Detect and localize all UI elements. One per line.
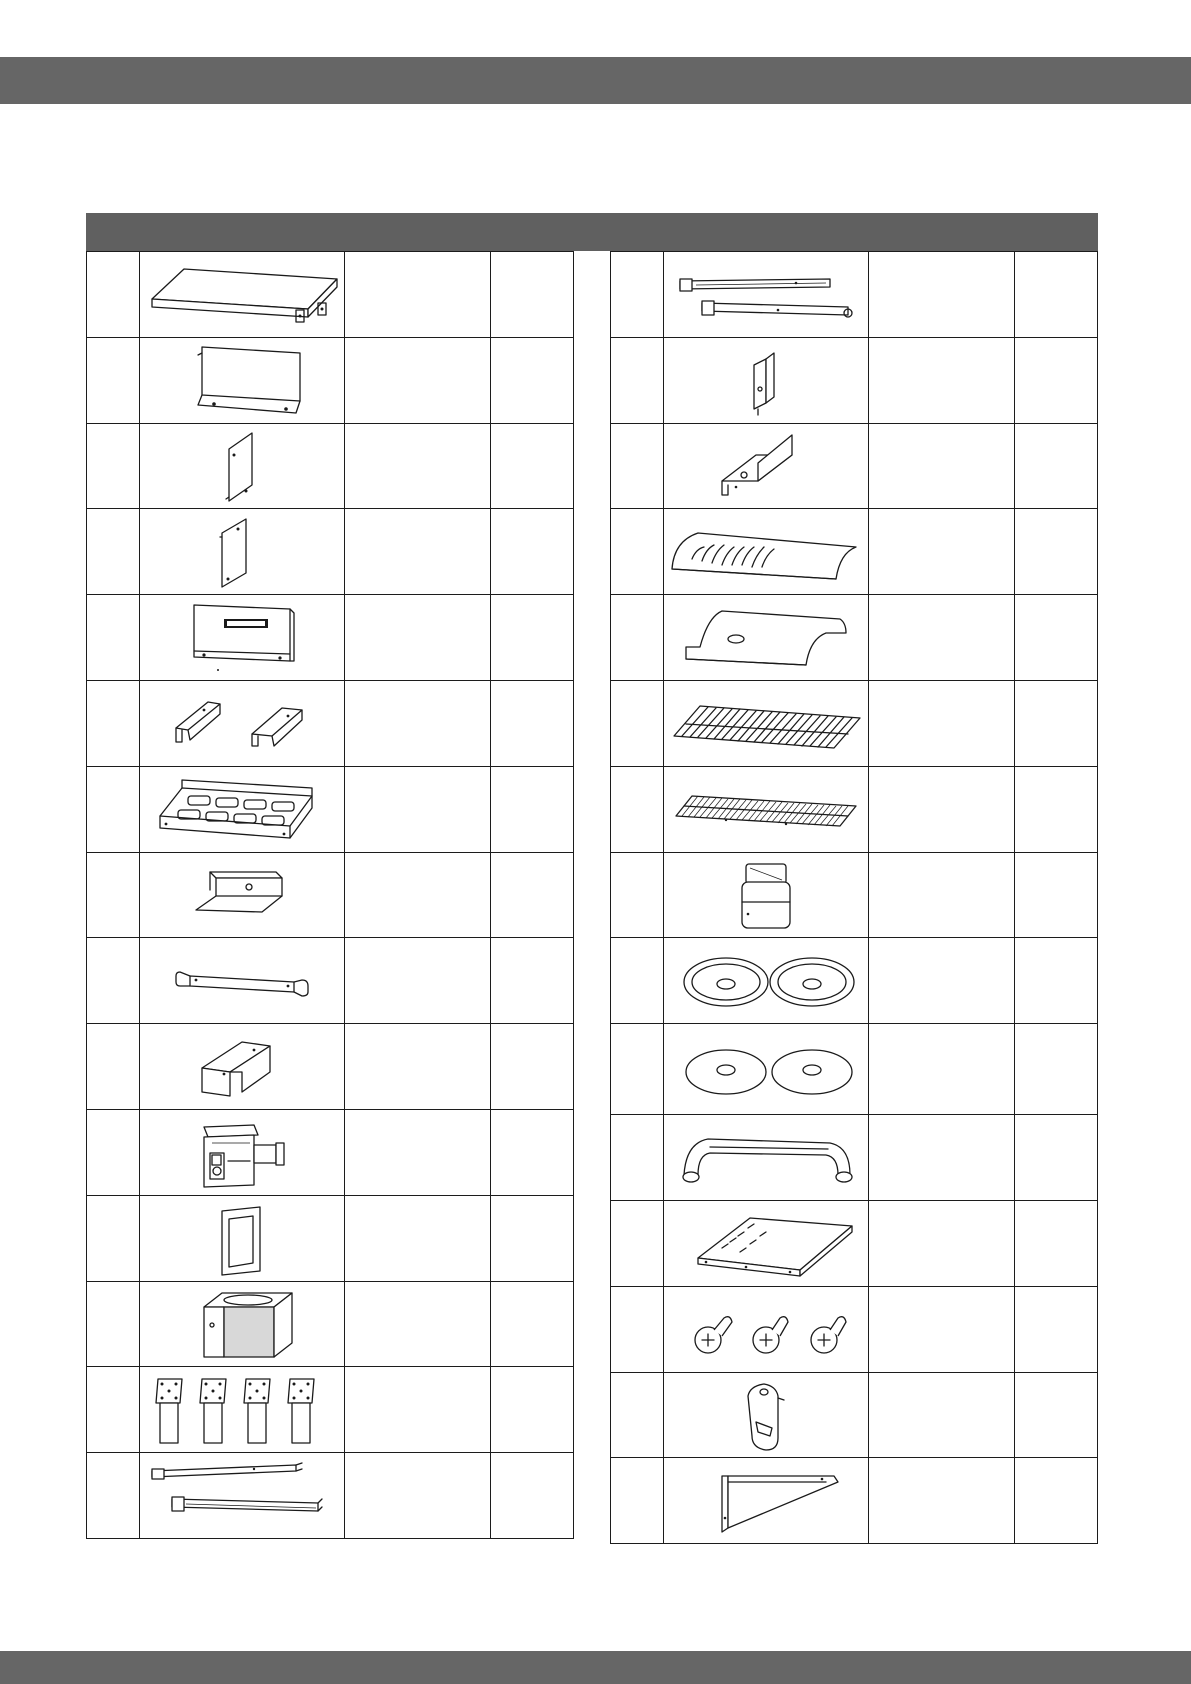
part-quantity-cell <box>1014 1458 1097 1544</box>
table-row <box>611 252 1098 338</box>
part-quantity-cell <box>1014 1372 1097 1458</box>
table-row <box>87 595 574 681</box>
part-number-cell <box>87 423 140 509</box>
part-number-cell <box>87 938 140 1024</box>
part-description-cell <box>344 852 490 938</box>
top-header-band <box>0 57 1191 104</box>
part-number-cell <box>611 1115 664 1201</box>
hinge-bracket-icon <box>666 341 866 419</box>
part-quantity-cell <box>1014 1115 1097 1201</box>
part-image-cell <box>140 509 344 595</box>
controller-assembly-icon <box>142 1113 342 1191</box>
part-image-cell <box>664 766 868 852</box>
part-description-cell <box>868 766 1014 852</box>
table-row <box>611 1286 1098 1372</box>
part-number-cell <box>87 1367 140 1453</box>
part-description-cell <box>868 1458 1014 1544</box>
leg-tube-pair-icon <box>666 255 866 333</box>
part-description-cell <box>868 337 1014 423</box>
part-quantity-cell <box>1014 423 1097 509</box>
part-quantity-cell <box>490 509 573 595</box>
table-row <box>87 423 574 509</box>
part-description-cell <box>344 337 490 423</box>
table-row <box>611 852 1098 938</box>
front-shelf-icon <box>666 1204 866 1282</box>
part-description-cell <box>868 1372 1014 1458</box>
part-description-cell <box>868 1200 1014 1286</box>
part-image-cell <box>140 423 344 509</box>
part-quantity-cell <box>490 423 573 509</box>
part-quantity-cell <box>490 1453 573 1539</box>
front-panel-icon <box>142 599 342 677</box>
part-number-cell <box>87 1024 140 1110</box>
part-number-cell <box>611 509 664 595</box>
part-description-cell <box>868 852 1014 938</box>
drip-tray-icon <box>666 599 866 677</box>
screw-set-icon <box>666 1290 866 1368</box>
table-row <box>611 509 1098 595</box>
parts-table-left <box>86 251 574 1539</box>
table-row <box>611 1458 1098 1544</box>
part-description-cell <box>344 1109 490 1195</box>
part-description-cell <box>344 1367 490 1453</box>
part-image-cell <box>140 1109 344 1195</box>
gasket-icon <box>142 1199 342 1277</box>
part-description-cell <box>344 595 490 681</box>
parts-table-right <box>610 251 1098 1544</box>
part-image-cell <box>664 938 868 1024</box>
part-image-cell <box>140 852 344 938</box>
part-quantity-cell <box>1014 509 1097 595</box>
table-row <box>87 1195 574 1281</box>
part-quantity-cell <box>1014 337 1097 423</box>
part-quantity-cell <box>1014 1286 1097 1372</box>
side-plate-icon <box>142 513 342 591</box>
part-number-cell <box>87 252 140 338</box>
part-number-cell <box>611 680 664 766</box>
parts-list-header-bar <box>86 213 1098 251</box>
side-shelf-icon <box>142 255 342 333</box>
bracket-pair-icon <box>142 684 342 762</box>
part-number-cell <box>611 766 664 852</box>
part-image-cell <box>140 680 344 766</box>
part-quantity-cell <box>490 1109 573 1195</box>
table-row <box>611 1115 1098 1201</box>
part-image-cell <box>664 509 868 595</box>
part-description-cell <box>344 1024 490 1110</box>
part-image-cell <box>140 252 344 338</box>
part-quantity-cell <box>1014 680 1097 766</box>
part-number-cell <box>611 1458 664 1544</box>
part-description-cell <box>344 680 490 766</box>
table-row <box>611 595 1098 681</box>
side-plate-icon <box>142 427 342 505</box>
part-quantity-cell <box>1014 252 1097 338</box>
table-row <box>87 509 574 595</box>
table-row <box>87 766 574 852</box>
handle-icon <box>666 1119 866 1197</box>
wheel-cap-pair-icon <box>666 942 866 1020</box>
table-row <box>611 1372 1098 1458</box>
shelf-support-icon <box>666 1462 866 1540</box>
heat-shield-icon <box>666 513 866 591</box>
part-description-cell <box>868 1115 1014 1201</box>
part-description-cell <box>344 252 490 338</box>
part-description-cell <box>344 1453 490 1539</box>
part-quantity-cell <box>490 1024 573 1110</box>
part-number-cell <box>87 509 140 595</box>
part-image-cell <box>664 423 868 509</box>
part-number-cell <box>611 1286 664 1372</box>
part-quantity-cell <box>490 1195 573 1281</box>
back-panel-icon <box>142 341 342 419</box>
part-image-cell <box>664 1115 868 1201</box>
warming-rack-icon <box>666 770 866 848</box>
table-row <box>87 1453 574 1539</box>
table-row <box>611 766 1098 852</box>
part-quantity-cell <box>1014 852 1097 938</box>
part-quantity-cell <box>1014 938 1097 1024</box>
part-description-cell <box>344 1281 490 1367</box>
part-image-cell <box>140 1453 344 1539</box>
part-number-cell <box>87 852 140 938</box>
part-quantity-cell <box>490 938 573 1024</box>
table-row <box>611 337 1098 423</box>
fire-pot-box-icon <box>142 1285 342 1363</box>
z-bracket-icon <box>142 856 342 934</box>
part-quantity-cell <box>490 252 573 338</box>
part-quantity-cell <box>490 595 573 681</box>
table-row <box>611 680 1098 766</box>
part-image-cell <box>140 1367 344 1453</box>
part-image-cell <box>664 1200 868 1286</box>
part-description-cell <box>868 1286 1014 1372</box>
part-number-cell <box>87 337 140 423</box>
table-row <box>87 1024 574 1110</box>
table-row <box>611 1024 1098 1115</box>
part-description-cell <box>344 938 490 1024</box>
part-image-cell <box>664 852 868 938</box>
part-image-cell <box>140 938 344 1024</box>
part-quantity-cell <box>490 852 573 938</box>
bottle-opener-icon <box>666 1376 866 1454</box>
angle-bracket-icon <box>666 427 866 505</box>
part-number-cell <box>87 1109 140 1195</box>
part-number-cell <box>611 423 664 509</box>
part-image-cell <box>140 337 344 423</box>
part-quantity-cell <box>1014 766 1097 852</box>
part-number-cell <box>87 680 140 766</box>
part-description-cell <box>868 680 1014 766</box>
part-image-cell <box>664 252 868 338</box>
part-description-cell <box>344 1195 490 1281</box>
part-description-cell <box>868 423 1014 509</box>
part-image-cell <box>664 595 868 681</box>
table-row <box>87 852 574 938</box>
part-description-cell <box>344 509 490 595</box>
table-row <box>87 1109 574 1195</box>
part-number-cell <box>611 852 664 938</box>
cooking-grate-icon <box>666 684 866 762</box>
part-quantity-cell <box>490 1281 573 1367</box>
table-row <box>87 1367 574 1453</box>
part-description-cell <box>344 423 490 509</box>
table-row <box>87 337 574 423</box>
part-quantity-cell <box>490 766 573 852</box>
part-image-cell <box>140 1195 344 1281</box>
part-description-cell <box>868 938 1014 1024</box>
part-quantity-cell <box>1014 1200 1097 1286</box>
table-row <box>87 252 574 338</box>
part-image-cell <box>664 337 868 423</box>
part-number-cell <box>87 1195 140 1281</box>
leg-tube-pair-icon <box>142 1457 342 1535</box>
table-row <box>611 1200 1098 1286</box>
part-image-cell <box>140 766 344 852</box>
part-image-cell <box>664 1286 868 1372</box>
part-image-cell <box>664 1458 868 1544</box>
part-number-cell <box>87 595 140 681</box>
part-number-cell <box>611 938 664 1024</box>
bottom-rack-icon <box>142 770 342 848</box>
table-row <box>87 680 574 766</box>
part-number-cell <box>611 1024 664 1115</box>
part-image-cell <box>664 1024 868 1115</box>
cross-bar-icon <box>142 942 342 1020</box>
part-number-cell <box>611 1200 664 1286</box>
smoke-stack-icon <box>666 856 866 934</box>
bottom-footer-band <box>0 1651 1191 1684</box>
part-description-cell <box>868 509 1014 595</box>
part-image-cell <box>664 680 868 766</box>
part-image-cell <box>140 1024 344 1110</box>
part-number-cell <box>87 1453 140 1539</box>
part-quantity-cell <box>1014 1024 1097 1115</box>
part-image-cell <box>664 1372 868 1458</box>
part-quantity-cell <box>490 1367 573 1453</box>
part-description-cell <box>868 1024 1014 1115</box>
part-number-cell <box>87 1281 140 1367</box>
part-number-cell <box>611 252 664 338</box>
part-description-cell <box>868 252 1014 338</box>
part-number-cell <box>611 1372 664 1458</box>
part-quantity-cell <box>490 337 573 423</box>
part-image-cell <box>140 595 344 681</box>
part-quantity-cell <box>1014 595 1097 681</box>
part-number-cell <box>87 766 140 852</box>
wheel-pair-icon <box>666 1030 866 1108</box>
part-number-cell <box>611 337 664 423</box>
table-row <box>87 938 574 1024</box>
table-row <box>87 1281 574 1367</box>
leg-bracket-icon <box>142 1371 342 1449</box>
part-description-cell <box>868 595 1014 681</box>
table-row <box>611 423 1098 509</box>
part-description-cell <box>344 766 490 852</box>
u-bracket-icon <box>142 1028 342 1106</box>
part-number-cell <box>611 595 664 681</box>
table-row <box>611 938 1098 1024</box>
part-quantity-cell <box>490 680 573 766</box>
part-image-cell <box>140 1281 344 1367</box>
